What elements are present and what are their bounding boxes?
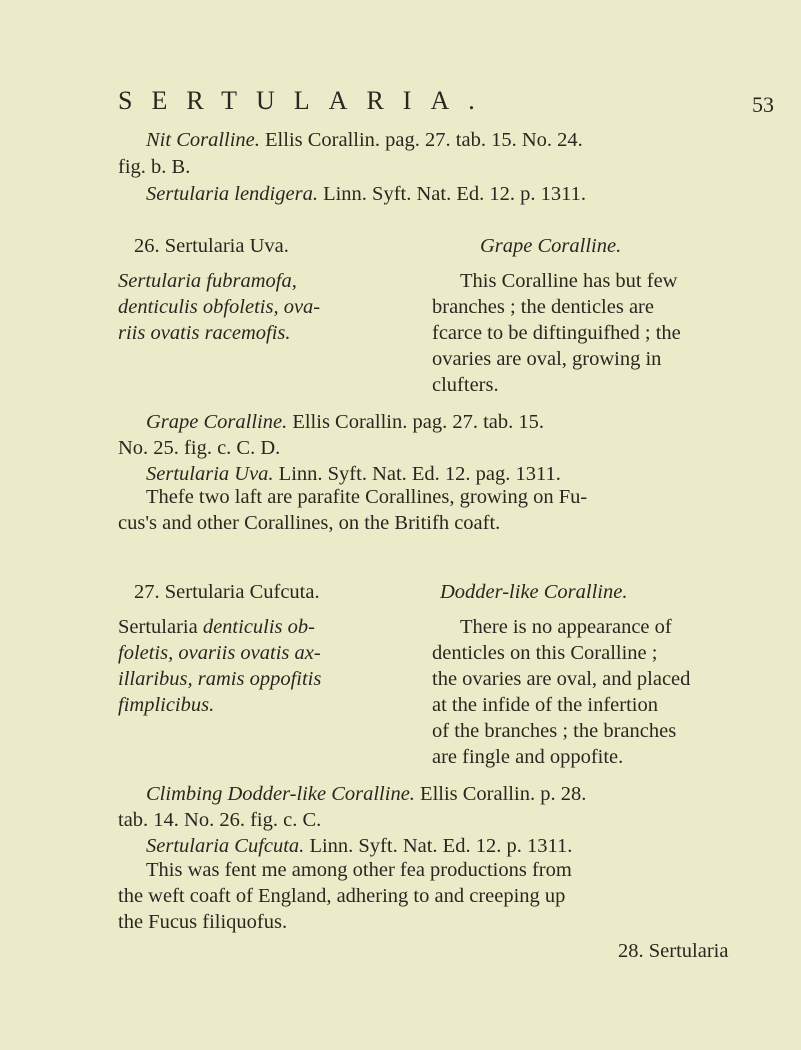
catchword: 28. Sertularia — [618, 940, 729, 962]
reference-line: Climbing Dodder-like Coralline. Ellis Corallin. p. 28. — [146, 783, 587, 805]
running-header: SERTULARIA. — [118, 86, 494, 115]
reference-line: fig. b. B. — [118, 156, 191, 178]
reference-line — [146, 130, 583, 151]
page-number: 53 — [752, 92, 774, 117]
reference-line: Grape Coralline. Ellis Corallin. pag. 27. tab. 15. — [146, 411, 545, 433]
reference-line: No. 25. fig. c. C. D. — [118, 437, 281, 459]
reference-line: Sertularia Uva. Linn. Syft. Nat. Ed. 12. pag. 1311. — [146, 463, 561, 485]
english-description: There is no appearance of denticles on this Coralline ; the ovaries are oval, and placed at the infide of the infertion of the branches ; the branches are fingle and oppofite. — [432, 616, 691, 768]
latin-description: Sertularia denticulis ob- foletis, ovariis ovatis ax- illaribus, ramis oppofitis fimplicibus. — [118, 616, 322, 716]
reference-name: Nit Coralline. — [146, 129, 260, 151]
reference-name: Sertularia lendigera. — [146, 183, 318, 205]
latin-description: Sertularia fubramofa, denticulis obfoletis, ova- riis ovatis racemofis. — [118, 270, 321, 344]
entry-heading: 26. Sertularia Uva. — [134, 235, 289, 257]
common-name: Grape Coralline. — [480, 235, 622, 257]
entry-heading: 27. Sertularia Cufcuta. — [134, 581, 320, 603]
reference-line: tab. 14. No. 26. fig. c. C. — [118, 809, 322, 831]
note-paragraph: Thefe two laft are parafite Corallines, growing on Fu- cus's and other Corallines, on the Britifh coaft. — [118, 486, 588, 534]
reference-text: Linn. Syft. Nat. Ed. 12. p. 1311. — [317, 183, 586, 205]
note-paragraph: This was fent me among other fea productions from the weft coaft of England, adhering to and creeping up the Fucus filiquofus. — [118, 859, 572, 933]
reference-text: Ellis Corallin. pag. 27. tab. 15. No. 24. — [259, 129, 583, 151]
common-name: Dodder-like Coralline. — [440, 581, 628, 603]
english-description: This Coralline has but few branches ; the denticles are fcarce to be diftinguifhed ; the ovaries are oval, growing in clufters. — [432, 270, 681, 396]
reference-line: Sertularia Cufcuta. Linn. Syft. Nat. Ed. 12. p. 1311. — [146, 835, 573, 857]
reference-line — [146, 184, 586, 205]
